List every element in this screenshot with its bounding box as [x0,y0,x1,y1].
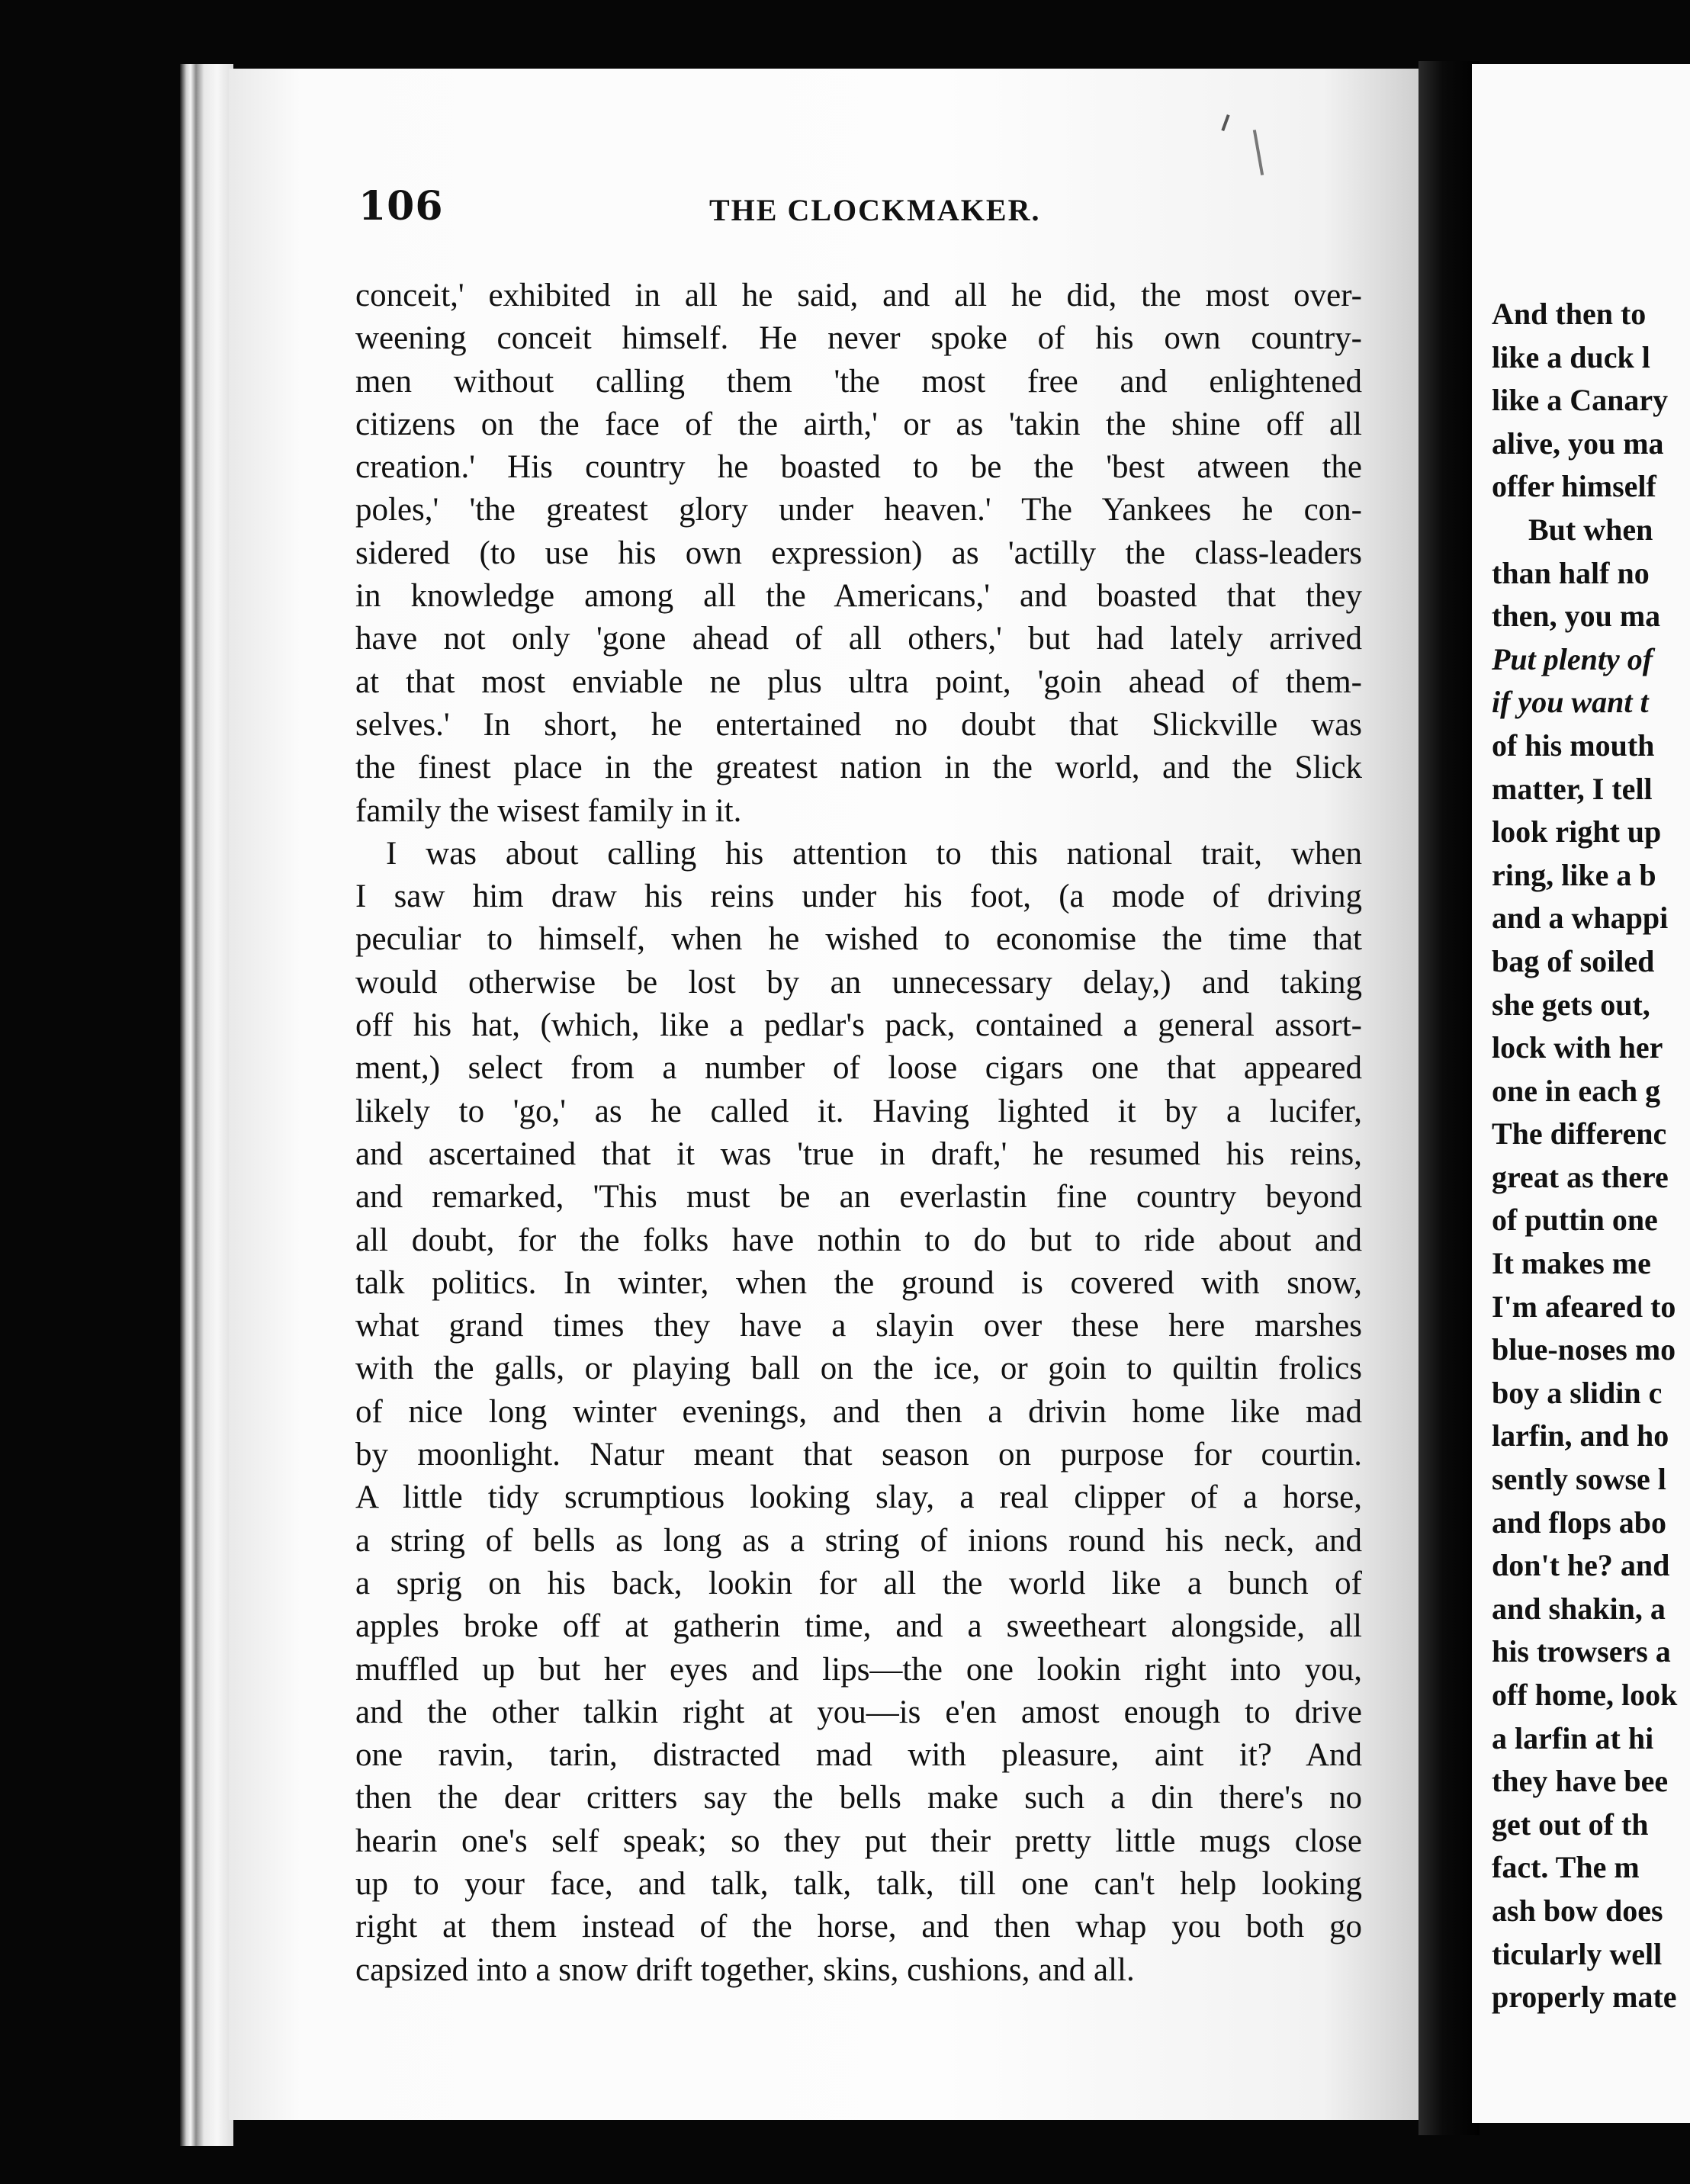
page-number: 106 [358,183,444,230]
right-page-line: I'm afeared to [1492,1289,1676,1324]
right-page-line: lock with her [1492,1030,1663,1065]
right-page-line: bag of soiled [1492,943,1655,978]
text-line: by moonlight. Natur meant that season on purpose for courtin. [355,1437,1362,1473]
text-line: men without calling them 'the most free and enlightened [355,363,1362,400]
text-line: have not only 'gone ahead of all others,' but had lately arrived [355,621,1362,657]
right-page-line: The differenc [1492,1116,1667,1151]
right-page-line: But when [1528,512,1653,547]
text-line: then the dear critters say the bells make such a din there's no [355,1780,1362,1816]
text-line: conceit,' exhibited in all he said, and all he did, the most over- [355,278,1362,313]
right-page-line: boy a slidin c [1492,1375,1663,1410]
text-line: creation.' His country he boasted to be the 'best atween the [355,449,1362,486]
right-page-line: one in each g [1492,1073,1661,1108]
book-binding [180,64,233,2146]
text-line: hearin one's self speak; so they put their pretty little mugs close [355,1823,1362,1859]
right-page-line: of puttin one [1492,1203,1658,1238]
text-line: capsized into a snow drift together, skins, cushions, and all. [355,1951,1135,1988]
right-page-line: off home, look [1492,1678,1678,1712]
right-page-line: great as there [1492,1159,1669,1194]
text-line: I was about calling his attention to this national trait, when [386,835,1362,872]
right-page-line: ring, like a b [1492,857,1656,892]
text-line: citizens on the face of the airth,' or as 'takin the shine off all [355,406,1362,442]
right-page-line: blue-noses mo [1492,1332,1676,1367]
right-page-line: of his mouth [1492,727,1655,763]
running-title: THE CLOCKMAKER. [709,193,1041,227]
text-line: what grand times they have a slayin over these here marshes [355,1308,1362,1344]
right-page-line: look right up [1492,814,1662,850]
text-line: at that most enviable ne plus ultra point, 'goin ahead of them- [355,663,1362,700]
right-page-line: don't he? and [1492,1548,1670,1583]
right-page-line: And then to [1492,297,1647,331]
text-line: likely to 'go,' as he called it. Having lighted it by a lucifer, [355,1093,1362,1129]
text-line: ment,) select from a number of loose cigars one that appeared [355,1050,1362,1087]
text-line: off his hat, (which, like a pedlar's pack, contained a general assort- [355,1007,1362,1044]
text-line: a string of bells as long as a string of inions round his neck, and [355,1522,1362,1559]
right-page-line: like a duck l [1492,339,1650,374]
text-line: with the galls, or playing ball on the ice, or goin to quiltin frolics [355,1351,1362,1387]
right-page-line: get out of th [1492,1807,1649,1842]
text-line: sidered (to use his own expression) as 'actilly the class-leaders [355,535,1362,571]
text-line: the finest place in the greatest nation in the world, and the Slick [355,750,1362,786]
right-page-line: like a Canary [1492,383,1669,418]
right-page-text [1492,293,1690,2019]
right-page-line: properly mate [1492,1980,1677,2015]
text-line: apples broke off at gatherin time, and a sweetheart alongside, all [355,1608,1362,1645]
right-page-line: larfin, and ho [1492,1418,1669,1453]
right-page-line: a larfin at hi [1492,1720,1654,1755]
text-line: one ravin, tarin, distracted mad with pleasure, aint it? And [355,1737,1362,1774]
right-page-line: Put plenty of [1492,641,1653,676]
text-line: in knowledge among all the Americans,' and boasted that they [355,578,1362,615]
right-page-line: than half no [1492,555,1650,590]
book-gutter [1419,61,1480,2135]
text-line: up to your face, and talk, talk, talk, till one can't help looking [355,1865,1362,1902]
text-line: selves.' In short, he entertained no doubt that Slickville was [355,706,1362,743]
right-page-line: his trowsers a [1492,1634,1671,1669]
text-line: and remarked, 'This must be an everlastin fine country beyond [355,1179,1362,1216]
right-page-line: alive, you ma [1492,426,1664,461]
right-page-line: ash bow does [1492,1893,1663,1928]
text-line: and the other talkin right at you—is e'en amost enough to drive [355,1694,1362,1730]
body-text [355,275,1362,1992]
text-line: all doubt, for the folks have nothin to do but to ride about and [355,1222,1362,1258]
text-line: A little tidy scrumptious looking slay, a real clipper of a horse, [355,1479,1362,1516]
text-line: a sprig on his back, lookin for all the world like a bunch of [355,1565,1362,1601]
right-page-line: and a whappi [1492,901,1669,936]
text-line: poles,' 'the greatest glory under heaven.' The Yankees he con- [355,492,1362,528]
text-line: talk politics. In winter, when the ground is covered with snow, [355,1264,1362,1301]
right-page-line: if you want t [1492,685,1649,720]
right-page-line: and flops abo [1492,1505,1666,1540]
text-line: would otherwise be lost by an unnecessary delay,) and taking [355,964,1362,1000]
text-line: and ascertained that it was 'true in draft,' he resumed his reins, [355,1135,1362,1172]
text-line: right at them instead of the horse, and then whap you both go [355,1909,1362,1945]
right-page-line: ticularly well [1492,1936,1663,1971]
right-page-line: sently sowse l [1492,1462,1666,1497]
text-line: of nice long winter evenings, and then a drivin home like mad [355,1393,1362,1430]
text-line: family the wisest family in it. [355,792,742,829]
text-line: muffled up but her eyes and lips—the one lookin right into you, [355,1651,1362,1688]
right-page-line: and shakin, a [1492,1591,1666,1626]
right-page-line: then, you ma [1492,599,1661,634]
right-page-line: It makes me [1492,1246,1651,1281]
right-page-line: they have bee [1492,1764,1669,1799]
right-page-line: she gets out, [1492,987,1650,1022]
running-head [358,183,1350,236]
right-page-line: matter, I tell [1492,771,1653,806]
text-line: peculiar to himself, when he wished to economise the time that [355,921,1362,958]
right-page-line: offer himself [1492,469,1656,504]
text-line: weening conceit himself. He never spoke of his own country- [355,320,1362,357]
right-page-line: fact. The m [1492,1850,1640,1885]
text-line: I saw him draw his reins under his foot, (a mode of driving [355,878,1362,915]
